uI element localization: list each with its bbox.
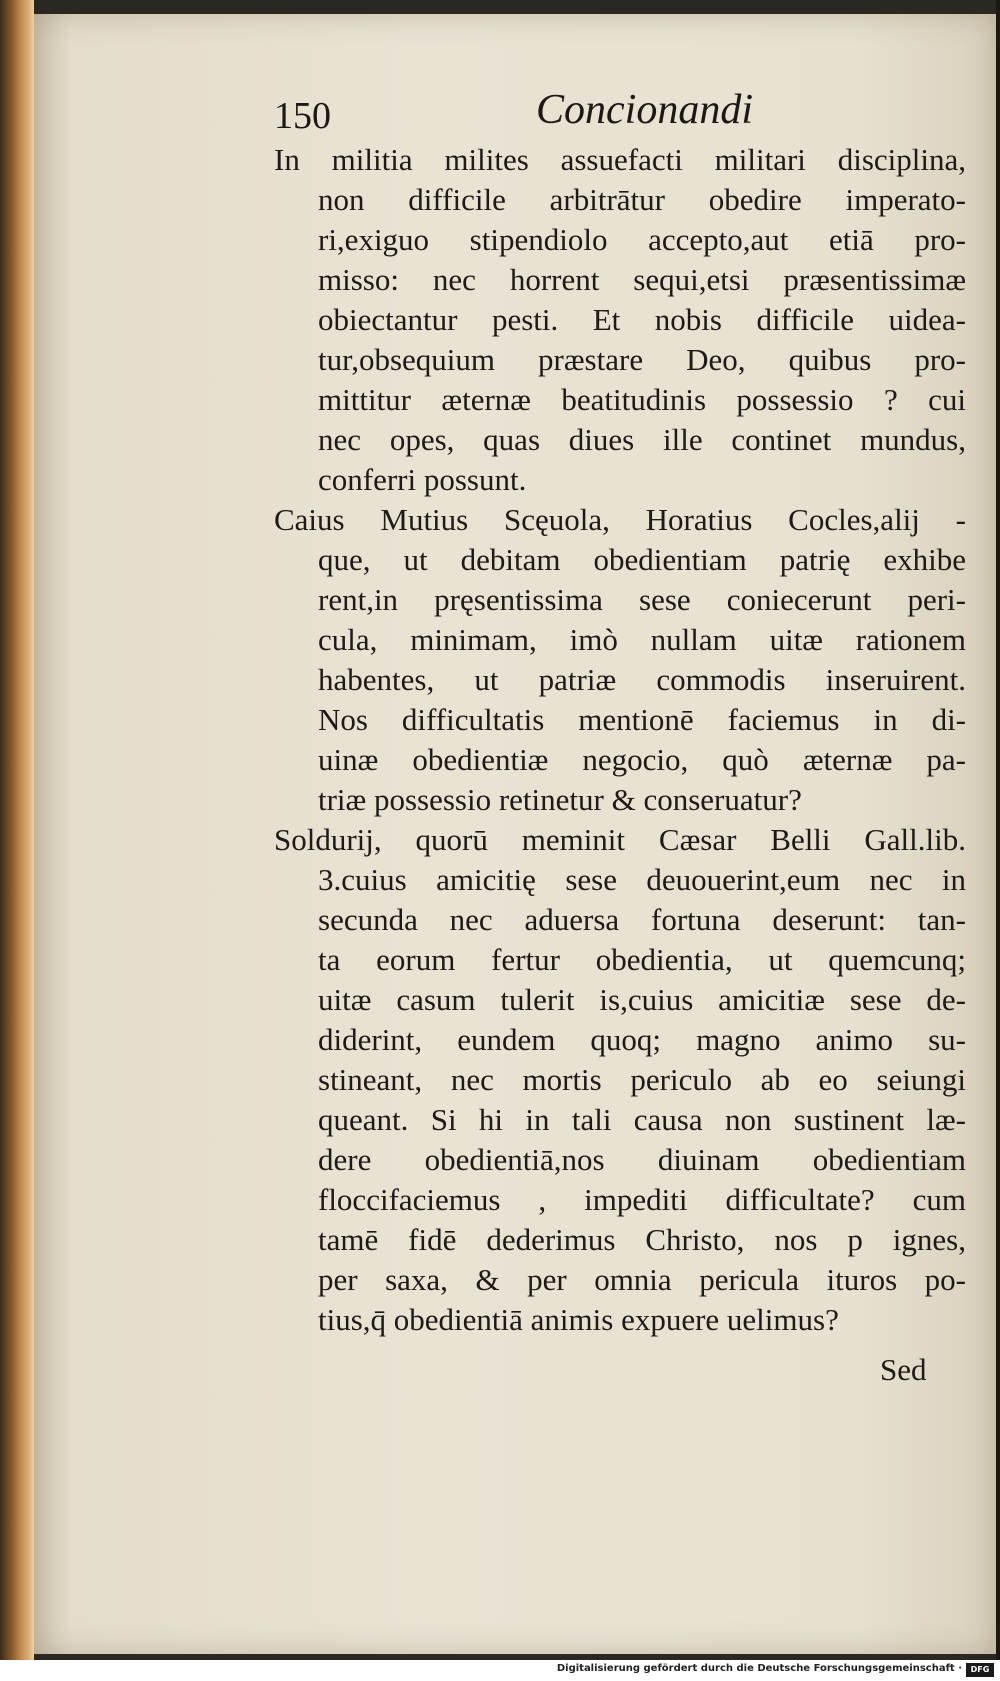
text-line: cula, minimam, imò nullam uitæ rationem xyxy=(318,622,966,657)
text-line: Soldurij, quorū meminit Cæsar Belli Gall.lib. xyxy=(274,822,966,857)
text-line: ri,exiguo stipendiolo accepto,aut etiā pro- xyxy=(318,222,966,257)
digitization-footer xyxy=(0,1660,1000,1681)
text-line: queant. Si hi in tali causa non sustinent læ- xyxy=(318,1102,966,1137)
text-line: triæ possessio retinetur & conseruatur? xyxy=(318,782,802,817)
page-header xyxy=(274,86,974,142)
text-line: rent,in pręsentissima sese coniecerunt peri- xyxy=(318,582,966,617)
catchword: Sed xyxy=(880,1352,927,1387)
text-line: conferri possunt. xyxy=(318,462,527,497)
running-head: Concionandi xyxy=(536,87,753,133)
text-line: floccifaciemus , impediti difficultate? cum xyxy=(318,1182,966,1217)
book-spine xyxy=(0,0,34,1660)
page-number: 150 xyxy=(274,95,331,137)
body-text xyxy=(274,140,966,1340)
text-line: tur,obsequium præstare Deo, quibus pro- xyxy=(318,342,966,377)
text-line: tius,q̄ obedientiā animis expuere uelimus? xyxy=(318,1302,839,1337)
text-line: stineant, nec mortis periculo ab eo seiungi xyxy=(318,1062,966,1097)
text-line: per saxa, & per omnia pericula ituros po- xyxy=(318,1262,966,1297)
page-edge-shadow xyxy=(996,0,1000,1660)
text-line: uinæ obedientiæ negocio, quò æternæ pa- xyxy=(318,742,966,777)
text-line: que, ut debitam obedientiam patrię exhibe xyxy=(318,542,966,577)
text-line: ta eorum fertur obedientia, ut quemcunq; xyxy=(318,942,966,977)
text-line: dere obedientiā,nos diuinam obedientiam xyxy=(318,1142,966,1177)
text-line: misso: nec horrent sequi,etsi præsentissimæ xyxy=(318,262,966,297)
text-line: Nos difficultatis mentionē faciemus in di- xyxy=(318,702,966,737)
text-line: In militia milites assuefacti militari disciplina, xyxy=(274,142,966,177)
text-line: Caius Mutius Scęuola, Horatius Cocles,alij - xyxy=(274,502,966,537)
text-line: tamē fidē dederimus Christo, nos p ignes, xyxy=(318,1222,966,1257)
text-line: 3.cuius amicitię sese deuouerint,eum nec in xyxy=(318,862,966,897)
text-line: obiectantur pesti. Et nobis difficile uidea- xyxy=(318,302,966,337)
text-line: non difficile arbitrātur obedire imperato- xyxy=(318,182,966,217)
text-line: secunda nec aduersa fortuna deserunt: tan- xyxy=(318,902,966,937)
text-line: diderint, eundem quoq; magno animo su- xyxy=(318,1022,966,1057)
text-line: uitæ casum tulerit is,cuius amicitiæ sese de- xyxy=(318,982,966,1017)
dfg-logo: DFG xyxy=(966,1663,994,1677)
text-line: nec opes, quas diues ille continet mundus, xyxy=(318,422,966,457)
text-line: mittitur æternæ beatitudinis possessio ? cui xyxy=(318,382,966,417)
text-line: habentes, ut patriæ commodis inseruirent. xyxy=(318,662,966,697)
funding-credit: Digitalisierung gefördert durch die Deutsche Forschungsgemeinschaft · xyxy=(556,1663,962,1674)
